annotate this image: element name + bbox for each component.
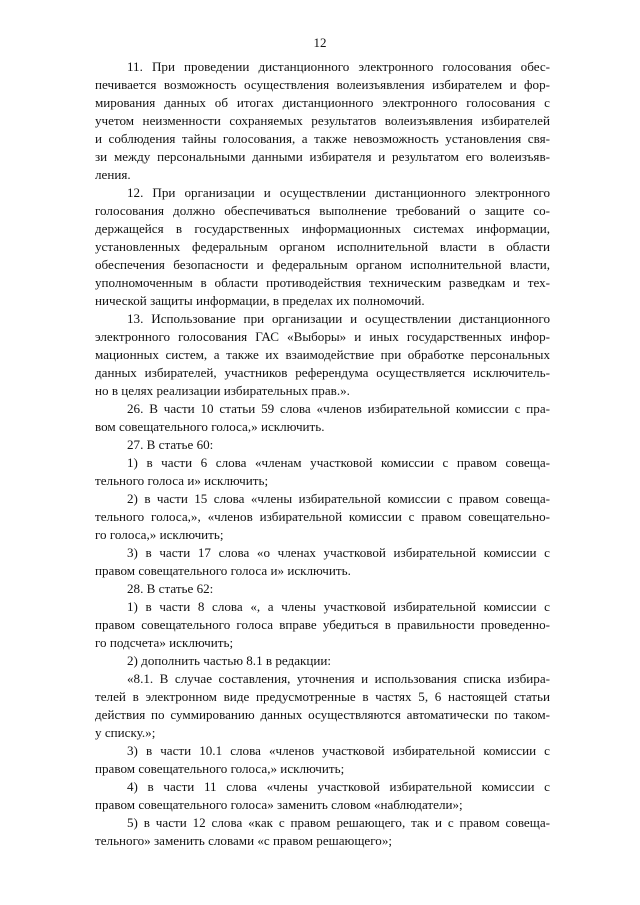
- text-line: уполномоченным в области противодействия техническим разведкам и тех-: [95, 275, 550, 290]
- text-line: и соблюдения тайны голосования, а также невозможность установления свя-: [95, 131, 550, 146]
- text-line: 4) в части 11 слова «члены участковой избирательной комиссии с: [127, 779, 550, 794]
- text-line: 12. При организации и осуществлении дистанционного электронного: [127, 185, 550, 200]
- text-line: тельного голоса и» исключить;: [95, 473, 269, 488]
- text-line: но в целях реализации избирательных прав.».: [95, 383, 350, 398]
- text-line: 27. В статье 60:: [127, 437, 214, 452]
- text-line: 1) в части 6 слова «членам участковой комиссии с правом совеща-: [127, 455, 550, 470]
- text-line: ления.: [95, 167, 131, 182]
- text-line: правом совещательного голоса,» исключить;: [95, 761, 345, 776]
- text-line: электронного голосования ГАС «Выборы» и иных государственных инфор-: [95, 329, 550, 344]
- text-line: телей в электронном виде предусмотренные в частях 5, 6 настоящей статьи: [95, 689, 550, 704]
- text-line: обеспечения безопасности и федеральным органом исполнительной власти,: [95, 257, 550, 272]
- text-line: данных избирателей, участников референдума осуществляется исключитель-: [95, 365, 550, 380]
- text-line: 3) в части 10.1 слова «членов участковой избирательной комиссии с: [127, 743, 550, 758]
- text-line: нической защиты информации, в пределах их полномочий.: [95, 293, 425, 308]
- text-line: 2) дополнить частью 8.1 в редакции:: [127, 653, 332, 668]
- text-line: установленных федеральным органом исполнительной власти в области: [95, 239, 550, 254]
- text-line: правом совещательного голоса» заменить словом «наблюдатели»;: [95, 797, 463, 812]
- text-line: правом совещательного голоса и» исключить.: [95, 563, 351, 578]
- text-line: печивается возможность осуществления волеизъявления избирателем и фор-: [95, 77, 550, 92]
- page-number: 12: [313, 35, 327, 50]
- text-line: зи между персональными данными избирателя и результатом его волеизъяв-: [95, 149, 550, 164]
- text-line: правом совещательного голоса вправе убедиться в правильности проведенно-: [95, 617, 550, 632]
- text-line: 3) в части 17 слова «о членах участковой избирательной комиссии с: [127, 545, 550, 560]
- text-line: 11. При проведении дистанционного электронного голосования обес-: [127, 59, 550, 74]
- text-line: 13. Использование при организации и осуществлении дистанционного: [127, 311, 550, 326]
- text-line: мационных систем, а также их взаимодействие при обработке персональных: [95, 347, 550, 362]
- text-line: мирования данных об итогах дистанционного электронного голосования с: [95, 95, 550, 110]
- text-line: держащейся в государственных информационных системах информации,: [95, 221, 550, 236]
- text-line: тельного» заменить словами «с правом решающего»;: [95, 833, 392, 848]
- text-line: действия по суммированию данных осуществляются автоматически по таком-: [95, 707, 550, 722]
- text-line: 1) в части 8 слова «, а члены участковой избирательной комиссии с: [127, 599, 550, 614]
- text-line: 2) в части 15 слова «члены избирательной комиссии с правом совеща-: [127, 491, 550, 506]
- text-line: тельного голоса,», «членов избирательной комиссии с правом совещательно-: [95, 509, 550, 524]
- text-line: го голоса,» исключить;: [95, 527, 224, 542]
- text-line: 28. В статье 62:: [127, 581, 214, 596]
- text-line: «8.1. В случае составления, уточнения и использования списка избира-: [127, 671, 550, 686]
- text-line: вом совещательного голоса,» исключить.: [95, 419, 325, 434]
- text-line: го подсчета» исключить;: [95, 635, 234, 650]
- text-line: голосования должно обеспечиваться выполнение требований о защите со-: [95, 203, 550, 218]
- text-line: 26. В части 10 статьи 59 слова «членов избирательной комиссии с пра-: [127, 401, 550, 416]
- text-line: у списку.»;: [95, 725, 156, 740]
- text-line: учетом неизменности сохраняемых результатов волеизъявления избирателей: [95, 113, 550, 128]
- document-body: [95, 58, 550, 850]
- text-line: 5) в части 12 слова «как с правом решающего, так и с правом совеща-: [127, 815, 550, 830]
